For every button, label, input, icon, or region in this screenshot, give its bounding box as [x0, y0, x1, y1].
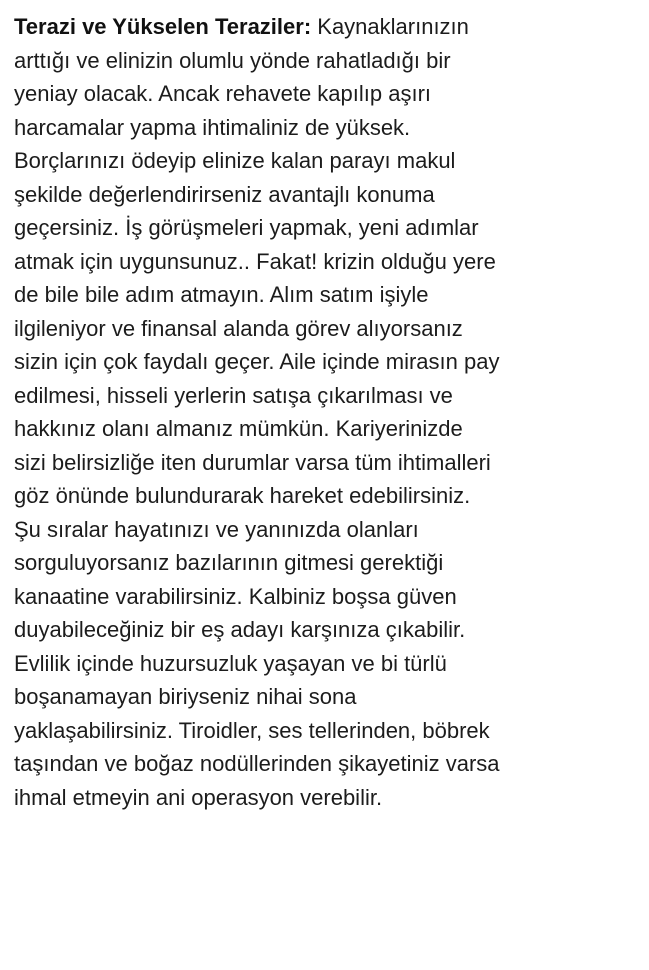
text-line-15: göz önünde bulundurarak hareket edebilirsiniz. [14, 483, 471, 508]
text-line-17: sorguluyorsanız bazılarının gitmesi gerektiği [14, 550, 444, 575]
text-line-1-body: Kaynaklarınızın [311, 14, 469, 39]
text-line-10: ilgileniyor ve finansal alanda görev alıyorsanız [14, 315, 463, 341]
text-line-5: Borçlarınızı ödeyip elinize kalan parayı makul [14, 148, 456, 173]
text-line-8: atmak için uygunsunuz.. Fakat! krizin olduğu yere [14, 248, 496, 274]
text-line-21: boşanamayan biriyseniz nihai sona [14, 684, 357, 709]
text-line-18: kanaatine varabilirsiniz. Kalbiniz boşsa güven [14, 583, 457, 609]
text-line-7: geçersiniz. İş görüşmeleri yapmak, yeni adımlar [14, 215, 479, 240]
text-line-13: hakkınız olanı almanız mümkün. Kariyerinizde [14, 416, 463, 441]
text-line-24: ihmal etmeyin ani operasyon verebilir. [14, 784, 383, 810]
text-line-3: yeniay olacak. Ancak rehavete kapılıp aşırı [14, 81, 432, 106]
text-line-4: harcamalar yapma ihtimaliniz de yüksek. [14, 114, 411, 140]
post-heading: Terazi ve Yükselen Teraziler: [14, 14, 312, 39]
post-text [14, 10, 639, 814]
text-line-20: Evlilik içinde huzursuzluk yaşayan ve bi türlü [14, 650, 447, 676]
text-line-2: arttığı ve elinizin olumlu yönde rahatladığı bir [14, 47, 451, 73]
text-line-23: taşından ve boğaz nodüllerinden şikayetiniz varsa [14, 751, 500, 776]
text-line-6: şekilde değerlendirirseniz avantajlı konuma [14, 181, 435, 207]
text-line-14: sizi belirsizliğe iten durumlar varsa tüm ihtimalleri [14, 449, 491, 475]
text-line-19: duyabileceğiniz bir eş adayı karşınıza çıkabilir. [14, 617, 466, 642]
text-line-12: edilmesi, hisseli yerlerin satışa çıkarılması ve [14, 382, 453, 408]
text-line-9: de bile bile adım atmayın. Alım satım işiyle [14, 282, 429, 307]
text-line-1 [14, 10, 639, 44]
text-line-11: sizin için çok faydalı geçer. Aile içinde mirasın pay [14, 349, 500, 374]
post-container [14, 10, 639, 960]
text-line-16: Şu sıralar hayatınızı ve yanınızda olanları [14, 516, 419, 542]
text-line-22: yaklaşabilirsiniz. Tiroidler, ses tellerinden, böbrek [14, 717, 490, 743]
